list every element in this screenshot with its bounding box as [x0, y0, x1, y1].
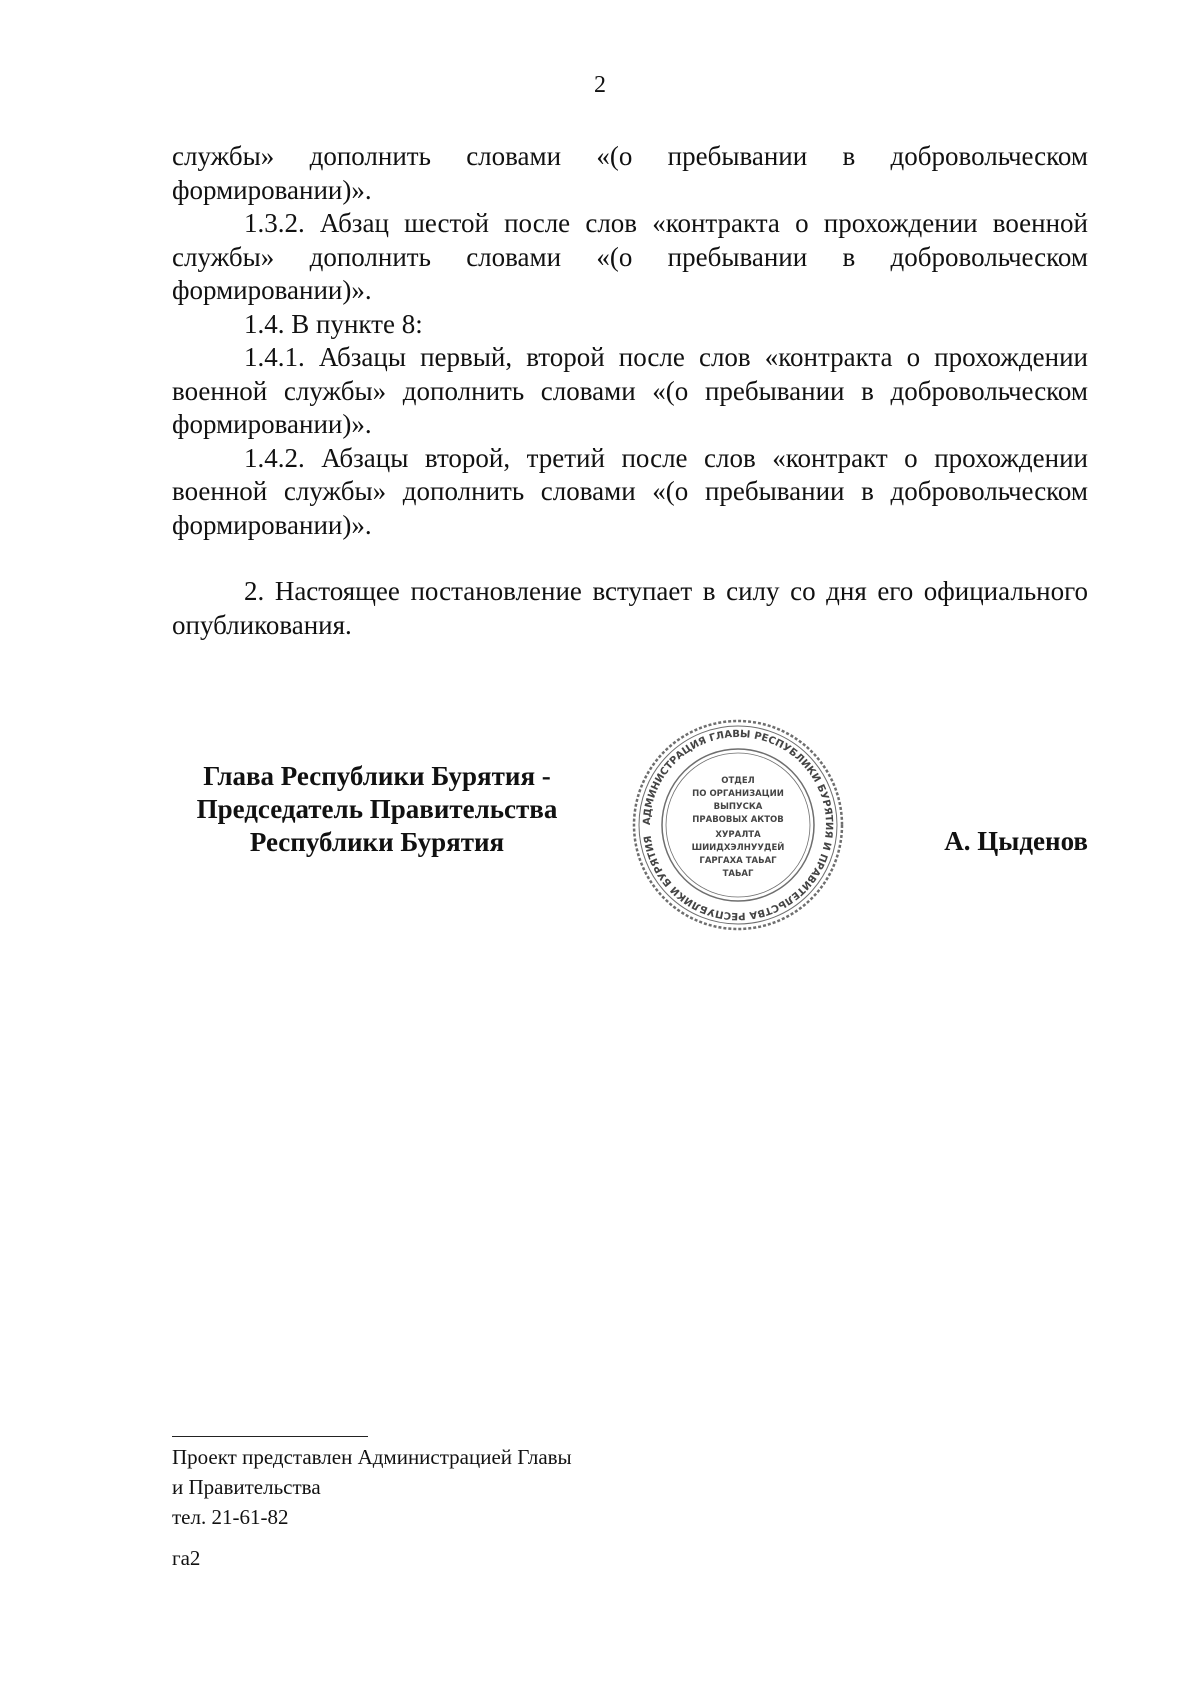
footnote-line: тел. 21-61-82 [172, 1505, 289, 1529]
paragraph-2: 2. Настоящее постановление вступает в силу со дня его официального опубликования. [172, 576, 1088, 640]
signatory-title-line: Республики Бурятия [249, 827, 505, 857]
svg-text:ХУРАЛТА: ХУРАЛТА [715, 830, 761, 840]
svg-text:ПРАВОВЫХ АКТОВ: ПРАВОВЫХ АКТОВ [692, 815, 784, 825]
document-code: га2 [172, 1546, 201, 1570]
signatory-name: А. Цыденов [944, 826, 1088, 856]
svg-text:ПО ОРГАНИЗАЦИИ: ПО ОРГАНИЗАЦИИ [692, 789, 784, 799]
page-number: 2 [594, 72, 606, 98]
signatory-title-line: Глава Республики Бурятия - [203, 761, 551, 791]
footnote-divider [172, 1436, 368, 1437]
svg-text:АДМИНИСТРАЦИЯ ГЛАВЫ РЕСПУБЛИКИ: АДМИНИСТРАЦИЯ ГЛАВЫ РЕСПУБЛИКИ БУРЯТИЯ И ПРАВИТЕЛЬСТВА РЕСПУБЛИКИ БУРЯТИЯ [641, 728, 835, 922]
document-body [172, 140, 1088, 642]
signatory-title-line: Председатель Правительства [196, 794, 558, 824]
svg-text:ОТДЕЛ: ОТДЕЛ [721, 776, 755, 786]
footnote [172, 1442, 572, 1532]
footnote-line: и Правительства [172, 1475, 321, 1499]
paragraph-1-4-2: 1.4.2. Абзацы второй, третий после слов «контракт о прохождении военной службы» дополнить словами «(о пребывании в добровольческом формировании)». [172, 442, 1088, 540]
footnote-line: Проект представлен Администрацией Главы [172, 1445, 572, 1469]
svg-text:ШИИДХЭЛНУУДЕЙ: ШИИДХЭЛНУУДЕЙ [691, 843, 785, 853]
svg-text:ВЫПУСКА: ВЫПУСКА [713, 802, 763, 812]
svg-text:ГАРГАХА ТАЬАГ: ГАРГАХА ТАЬАГ [699, 856, 777, 866]
paragraph-1-3-2: 1.3.2. Абзац шестой после слов «контракта о прохождении военной службы» дополнить словами «(о пребывании в добровольческом формировании)». [172, 208, 1088, 305]
signatory-title [172, 760, 582, 859]
svg-text:ТАЬАГ: ТАЬАГ [722, 869, 754, 879]
paragraph-continuation: службы» дополнить словами «(о пребывании в добровольческом формировании)». [172, 141, 1088, 205]
official-seal-icon [628, 715, 848, 935]
paragraph-1-4-1: 1.4.1. Абзацы первый, второй после слов «контракта о прохождении военной службы» дополнить словами «(о пребывании в добровольческом формировании)». [172, 342, 1088, 439]
paragraph-1-4: 1.4. В пункте 8: [244, 308, 423, 339]
